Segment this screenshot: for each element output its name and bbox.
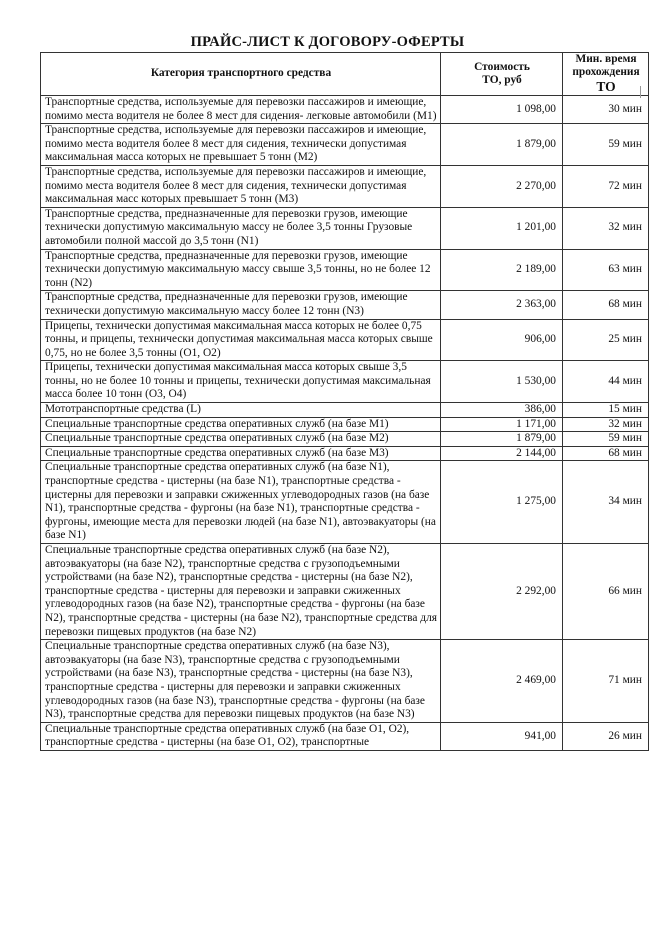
row-cost: 2 292,00 — [441, 544, 563, 640]
row-time: 68 мин — [563, 446, 649, 461]
price-table — [40, 52, 649, 751]
row-cost: 1 098,00 — [441, 96, 563, 124]
table-row — [41, 446, 649, 461]
row-cost: 2 270,00 — [441, 165, 563, 207]
row-time: 63 мин — [563, 249, 649, 291]
row-cost: 2 144,00 — [441, 446, 563, 461]
table-row — [41, 722, 649, 750]
row-cost: 2 469,00 — [441, 640, 563, 723]
row-cost: 1 879,00 — [441, 124, 563, 166]
table-row — [41, 403, 649, 418]
row-time: 30 мин — [563, 96, 649, 124]
table-row — [41, 417, 649, 432]
row-category: Транспортные средства, используемые для перевозки пассажиров и имеющие, помимо места водителя не более 8 мест для сидения- легковые автомобили (M1) — [41, 96, 441, 124]
row-cost: 1 275,00 — [441, 461, 563, 544]
row-cost: 1 171,00 — [441, 417, 563, 432]
header-cost — [441, 53, 563, 96]
table-row — [41, 207, 649, 249]
row-time: 44 мин — [563, 361, 649, 403]
header-cost-line1: Стоимость — [474, 60, 530, 73]
header-cost-line2: ТО, руб — [482, 74, 522, 86]
row-cost: 1 879,00 — [441, 432, 563, 447]
table-row — [41, 361, 649, 403]
header-time — [563, 53, 649, 96]
row-category: Специальные транспортные средства оперативных служб (на базе N3), автоэвакуаторы (на базе N3), транспортные средства с грузоподъемными устройствами (на базе N3), транспортные средства - цистерны (на базе N3), транспортные средства - цистерны для перевозки и заправки сжиженных углеводородных газов (на базе N3), транспортные средства - фургоны (на базе N3), транспортные средства для перевозки пищевых продуктов (на базе N3) — [41, 640, 441, 723]
row-category: Транспортные средства, предназначенные для перевозки грузов, имеющие технически допустимую максимальную массу не более 3,5 тонны Грузовые автомобили полной массой до 3,5 тонн (N1) — [41, 207, 441, 249]
row-category: Специальные транспортные средства оперативных служб (на базе M2) — [41, 432, 441, 447]
table-row — [41, 165, 649, 207]
table-row — [41, 291, 649, 319]
scan-mark — [640, 86, 641, 98]
header-time-line1: Мин. время — [575, 53, 637, 66]
row-category: Специальные транспортные средства оперативных служб (на базе N2), автоэвакуаторы (на базе N2), транспортные средства с грузоподъемными устройствами (на базе N2), транспортные средства - цистерны (на базе N2), транспортные средства - цистерны для перевозки и заправки сжиженных углеводородных газов (на базе N2), транспортные средства - фургоны (на базе N2), транспортные средства - цистерны (на базе N2), транспортные средства для перевозки пищевых продуктов (на базе N2) — [41, 544, 441, 640]
row-cost: 2 189,00 — [441, 249, 563, 291]
row-category: Мототранспортные средства (L) — [41, 403, 441, 418]
row-time: 72 мин — [563, 165, 649, 207]
row-cost: 1 201,00 — [441, 207, 563, 249]
table-row — [41, 249, 649, 291]
row-time: 26 мин — [563, 722, 649, 750]
row-cost: 941,00 — [441, 722, 563, 750]
row-time: 34 мин — [563, 461, 649, 544]
row-category: Транспортные средства, предназначенные для перевозки грузов, имеющие технически допустимую максимальную массу свыше 3,5 тонны, но не более 12 тонн (N2) — [41, 249, 441, 291]
header-category: Категория транспортного средства — [41, 53, 441, 96]
row-time: 25 мин — [563, 319, 649, 361]
table-row — [41, 432, 649, 447]
row-cost: 1 530,00 — [441, 361, 563, 403]
table-row — [41, 461, 649, 544]
row-category: Специальные транспортные средства оперативных служб (на базе M1) — [41, 417, 441, 432]
table-row — [41, 124, 649, 166]
row-cost: 386,00 — [441, 403, 563, 418]
table-row — [41, 544, 649, 640]
row-category: Транспортные средства, предназначенные для перевозки грузов, имеющие технически допустимую максимальную массу более 12 тонн (N3) — [41, 291, 441, 319]
row-time: 71 мин — [563, 640, 649, 723]
row-time: 59 мин — [563, 124, 649, 166]
row-category: Прицепы, технически допустимая максимальная масса которых свыше 3,5 тонны, но не более 10 тонны и прицепы, технически допустимая максимальная масса более 10 тонн (O3, O4) — [41, 361, 441, 403]
row-time: 32 мин — [563, 207, 649, 249]
table-row — [41, 96, 649, 124]
table-row — [41, 640, 649, 723]
row-category: Специальные транспортные средства оперативных служб (на базе N1), транспортные средства - цистерны (на базе N1), транспортные средства - цистерны для перевозки и заправки сжиженных углеводородных газов (на базе N1), транспортные средства - фургоны (на базе N1), транспортные средства - фургоны, имеющие места для перевозки людей (на базе N1), автоэвакуаторы (на базе N1) — [41, 461, 441, 544]
row-time: 68 мин — [563, 291, 649, 319]
row-time: 66 мин — [563, 544, 649, 640]
document-title: ПРАЙС-ЛИСТ К ДОГОВОРУ-ОФЕРТЫ — [190, 34, 465, 50]
row-category: Специальные транспортные средства оперативных служб (на базе M3) — [41, 446, 441, 461]
table-header-row — [41, 53, 649, 96]
row-time: 59 мин — [563, 432, 649, 447]
row-cost: 2 363,00 — [441, 291, 563, 319]
row-category: Прицепы, технически допустимая максимальная масса которых не более 0,75 тонны, и прицепы, технически допустимая максимальная масса которых свыше 0,75, но не более 3,5 тонны (O1, O2) — [41, 319, 441, 361]
row-cost: 906,00 — [441, 319, 563, 361]
row-category: Транспортные средства, используемые для перевозки пассажиров и имеющие, помимо места водителя более 8 мест для сидения, технически допустимая максимальная масса которых не превышает 5 тонн (M2) — [41, 124, 441, 166]
row-time: 15 мин — [563, 403, 649, 418]
header-time-line2: прохождения — [572, 66, 640, 79]
header-time-line3: ТО — [596, 78, 616, 94]
row-category: Специальные транспортные средства оперативных служб (на базе O1, O2), транспортные средства - цистерны (на базе O1, O2), транспортные — [41, 722, 441, 750]
row-time: 32 мин — [563, 417, 649, 432]
row-category: Транспортные средства, используемые для перевозки пассажиров и имеющие, помимо места водителя более 8 мест для сидения, технически допустимая максимальная масс которых превышает 5 тонн (M3) — [41, 165, 441, 207]
table-row — [41, 319, 649, 361]
